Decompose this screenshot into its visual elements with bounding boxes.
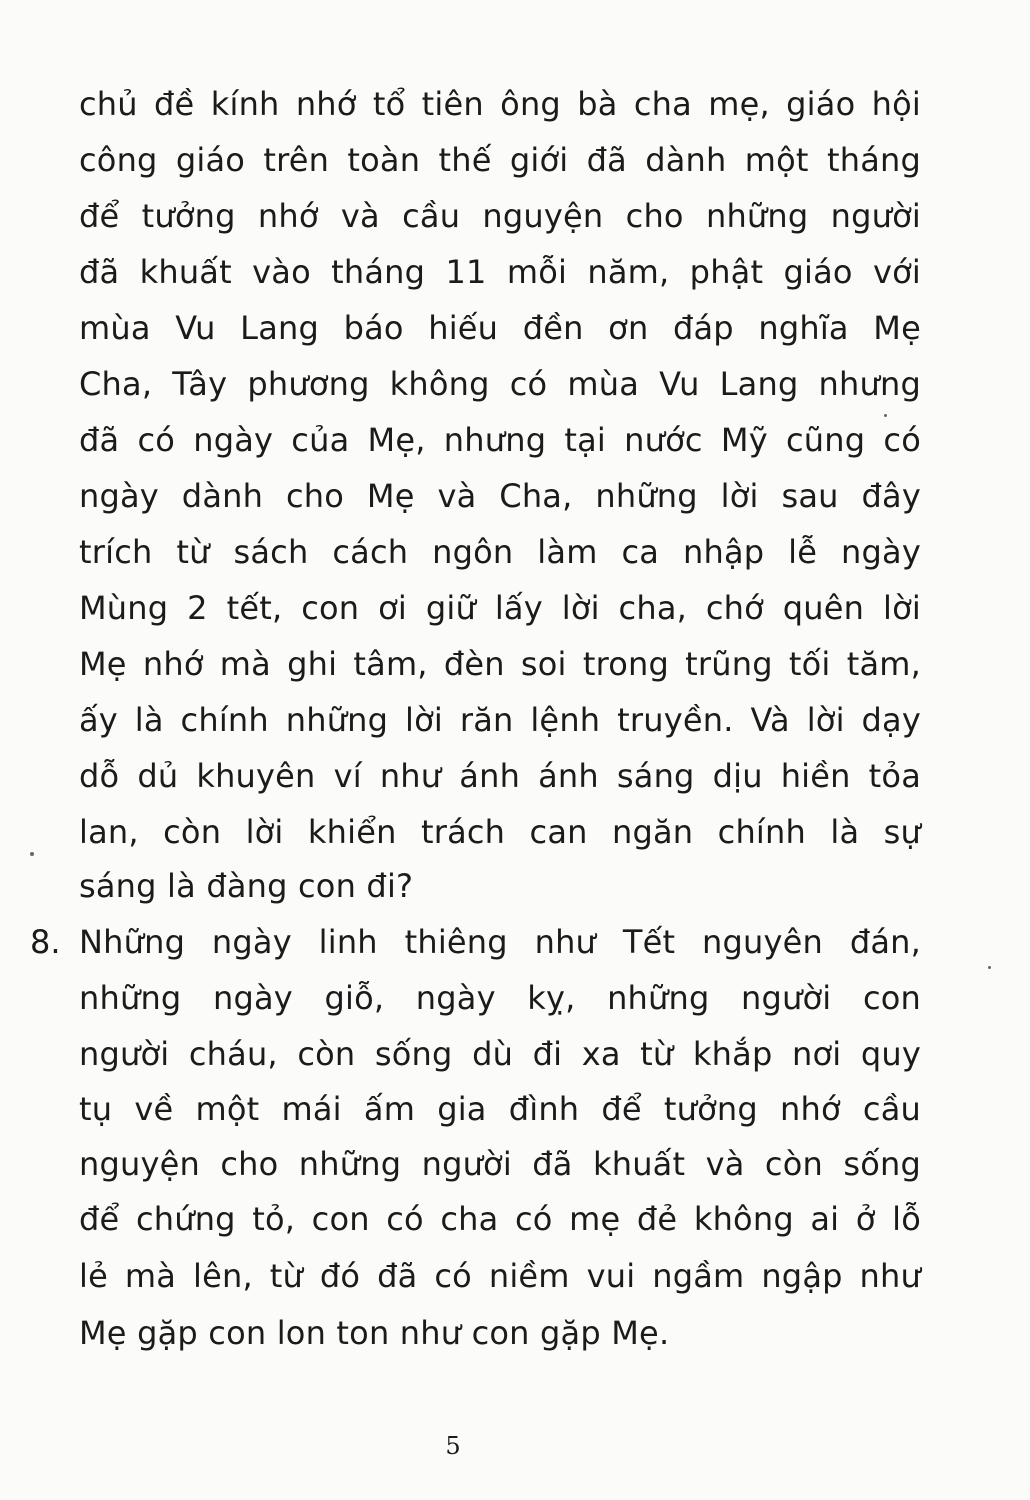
text-line: lẻ mà lên, từ đó đã có niềm vui ngầm ngập như: [79, 1257, 921, 1295]
text-line: để chứng tỏ, con có cha có mẹ đẻ không ai ở lỗ: [79, 1200, 921, 1238]
list-item-number: 8.: [30, 923, 61, 961]
text-line: chủ đề kính nhớ tổ tiên ông bà cha mẹ, giáo hội: [79, 85, 921, 123]
text-line: đã có ngày của Mẹ, nhưng tại nước Mỹ cũng có: [79, 421, 921, 459]
text-line: mùa Vu Lang báo hiếu đền ơn đáp nghĩa Mẹ: [79, 309, 921, 347]
scan-speck: [988, 966, 991, 969]
text-line: tụ về một mái ấm gia đình để tưởng nhớ cầu: [79, 1090, 921, 1128]
text-line: Cha, Tây phương không có mùa Vu Lang nhưng: [79, 365, 921, 403]
text-line: nguyện cho những người đã khuất và còn sống: [79, 1145, 921, 1183]
text-line: đã khuất vào tháng 11 mỗi năm, phật giáo với: [79, 253, 921, 291]
text-line: để tưởng nhớ và cầu nguyện cho những người: [79, 197, 921, 235]
text-line: lan, còn lời khiển trách can ngăn chính là sự: [79, 813, 921, 851]
text-line: Mẹ gặp con lon ton như con gặp Mẹ.: [79, 1314, 670, 1352]
text-line: sáng là đàng con đi?: [79, 867, 414, 905]
text-line: ấy là chính những lời răn lệnh truyền. Và lời dạy: [79, 701, 921, 739]
text-line: Mùng 2 tết, con ơi giữ lấy lời cha, chớ quên lời: [79, 589, 921, 627]
scan-speck: [884, 414, 887, 417]
text-line: Mẹ nhớ mà ghi tâm, đèn soi trong trũng tối tăm,: [79, 645, 921, 683]
text-line: trích từ sách cách ngôn làm ca nhập lễ ngày: [79, 533, 921, 571]
text-line: dỗ dủ khuyên ví như ánh ánh sáng dịu hiền tỏa: [79, 757, 921, 795]
text-line: người cháu, còn sống dù đi xa từ khắp nơi quy: [79, 1035, 921, 1073]
text-line: Những ngày linh thiêng như Tết nguyên đán,: [79, 923, 921, 961]
text-line: những ngày giỗ, ngày kỵ, những người con: [79, 979, 921, 1017]
scan-speck: [30, 852, 34, 856]
text-line: công giáo trên toàn thế giới đã dành một tháng: [79, 141, 921, 179]
page-number: 5: [445, 1432, 461, 1460]
text-line: ngày dành cho Mẹ và Cha, những lời sau đây: [79, 477, 921, 515]
